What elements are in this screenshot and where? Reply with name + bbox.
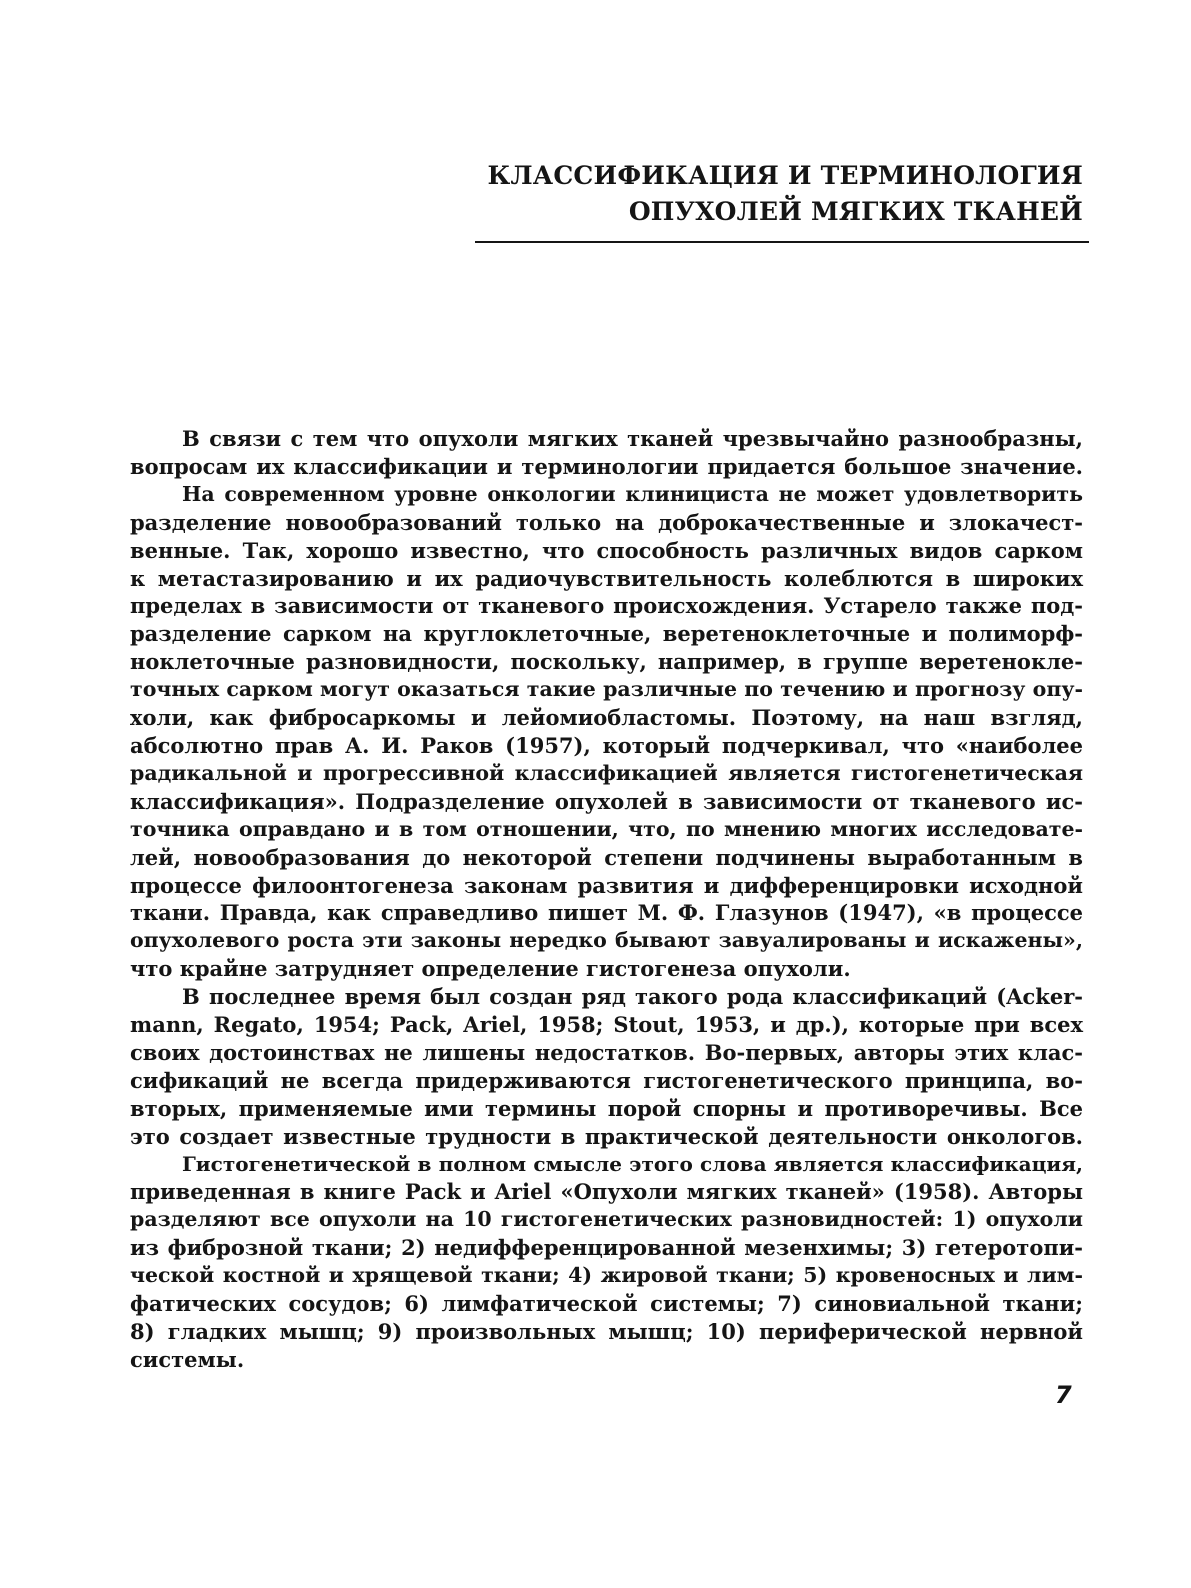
paragraph <box>130 983 1083 1150</box>
text-line: холи, как фибросаркомы и лейомиобластомы. Поэтому, на наш взгляд, <box>130 705 1083 731</box>
text-line: к метастазированию и их радиочувствительность колеблются в широких <box>130 565 1083 591</box>
text-line: опухолевого роста эти законы нередко бывают завуалированы и искажены», <box>130 928 1083 953</box>
page-number: 7 <box>1055 1381 1072 1409</box>
heading-divider <box>475 241 1089 243</box>
text-line: что крайне затрудняет определение гистогенеза опухоли. <box>130 956 851 982</box>
text-line: фатических сосудов; 6) лимфатической системы; 7) синовиальной ткани; <box>130 1291 1083 1317</box>
text-line: точных сарком могут оказаться такие различные по течению и прогнозу опу- <box>130 677 1083 702</box>
text-line: пределах в зависимости от тканевого происхождения. Устарело также под- <box>130 593 1083 619</box>
text-line: 8) гладких мышц; 9) произвольных мышц; 10) периферической нервной <box>130 1319 1083 1344</box>
text-line: разделяют все опухоли на 10 гистогенетических разновидностей: 1) опухоли <box>130 1207 1083 1232</box>
text-line: ткани. Правда, как справедливо пишет М. Ф. Глазунов (1947), «в процессе <box>130 900 1083 926</box>
text-line: радикальной и прогрессивной классификацией является гистогенетическая <box>130 760 1083 785</box>
text-line: точника оправдано и в том отношении, что, по мнению многих исследовате- <box>130 816 1083 841</box>
text-line: это создает известные трудности в практической деятельности онкологов. <box>130 1123 1083 1149</box>
text-line: ческой костной и хрящевой ткани; 4) жировой ткани; 5) кровеносных и лим- <box>130 1263 1083 1288</box>
text-line: разделение новообразований только на доброкачественные и злокачест- <box>130 509 1083 535</box>
text-line: системы. <box>130 1346 245 1372</box>
paragraph <box>130 481 1083 983</box>
text-line: из фиброзной ткани; 2) недифференцированной мезенхимы; 3) гетеротопи- <box>130 1235 1083 1261</box>
text-line: лей, новообразования до некоторой степени подчинены выработанным в <box>130 844 1083 870</box>
chapter-heading-line: КЛАССИФИКАЦИЯ И ТЕРМИНОЛОГИЯ <box>487 161 1083 190</box>
text-line: разделение сарком на круглоклеточные, веретеноклеточные и полиморф- <box>130 621 1083 647</box>
text-line: приведенная в книге Pack и Ariel «Опухоли мягких тканей» (1958). Авторы <box>130 1179 1083 1205</box>
text-line: На современном уровне онкологии клинициста не может удовлетворить <box>182 481 1083 506</box>
text-line: вопросам их классификации и терминологии придается большое значение. <box>130 453 1083 479</box>
text-line: вторых, применяемые ими термины порой спорны и противоречивы. Все <box>130 1095 1083 1121</box>
text-line: абсолютно прав А. И. Раков (1957), который подчеркивал, что «наиболее <box>130 732 1083 758</box>
paragraph <box>130 425 1083 481</box>
body-text <box>130 425 1083 1374</box>
text-line: mann, Regato, 1954; Pack, Ariel, 1958; Stout, 1953, и др.), которые при всех <box>130 1012 1083 1038</box>
text-line: Гистогенетической в полном смысле этого слова является классификация, <box>182 1151 1083 1176</box>
chapter-heading <box>488 158 1083 230</box>
text-line: классификация». Подразделение опухолей в зависимости от тканевого ис- <box>130 788 1083 814</box>
text-line: В последнее время был создан ряд такого рода классификаций (Acker- <box>182 984 1083 1010</box>
chapter-heading-line: ОПУХОЛЕЙ МЯГКИХ ТКАНЕЙ <box>628 197 1083 226</box>
text-line: В связи с тем что опухоли мягких тканей чрезвычайно разнообразны, <box>182 426 1083 451</box>
text-line: ноклеточные разновидности, поскольку, например, в группе веретенокле- <box>130 649 1083 675</box>
text-line: процессе филоонтогенеза законам развития и дифференцировки исходной <box>130 872 1083 898</box>
paragraph <box>130 1151 1083 1374</box>
text-line: сификаций не всегда придерживаются гистогенетического принципа, во- <box>130 1067 1083 1093</box>
text-line: венные. Так, хорошо известно, что способность различных видов сарком <box>130 537 1083 563</box>
text-line: своих достоинствах не лишены недостатков. Во-первых, авторы этих клас- <box>130 1039 1083 1065</box>
